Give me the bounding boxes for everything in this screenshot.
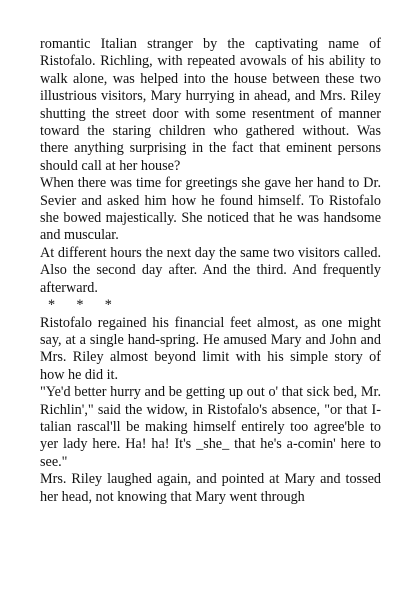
- paragraph: romantic Italian stranger by the captivating name of Ristofalo. Richling, with repeated avowals of his ability to walk alone, was helped into the house between these two illustrious visitors, Mary hurrying in ahead, and Mrs. Riley shutting the street door with some resentment of manner toward the staring children who gathered without. Was there anything surprising in the fact that eminent persons should call at her house?: [40, 36, 381, 174]
- paragraph: Ristofalo regained his financial feet almost, as one might say, at a single hand-spring. He amused Mary and John and Mrs. Riley almost beyond limit with his simple story of how he did it.: [40, 314, 381, 383]
- document-page: [40, 36, 381, 506]
- paragraph: When there was time for greetings she gave her hand to Dr. Sevier and asked him how he found himself. To Ristofalo she bowed majestically. She noticed that he was handsome and muscular.: [40, 175, 381, 244]
- paragraph: Mrs. Riley laughed again, and pointed at Mary and tossed her head, not knowing that Mary went through: [40, 471, 381, 505]
- paragraph: "Ye'd better hurry and be getting up out o' that sick bed, Mr. Richlin'," said the widow, in Ristofalo's absence, "or that I-talian rascal'll be making himself entirely too agree'ble to yer lady here. Ha! ha! It's _she_ that he's a-comin' here to see.": [40, 384, 381, 470]
- paragraph: At different hours the next day the same two visitors called. Also the second day after. And the third. And frequently afterward.: [40, 244, 381, 296]
- section-break: * * *: [48, 297, 112, 314]
